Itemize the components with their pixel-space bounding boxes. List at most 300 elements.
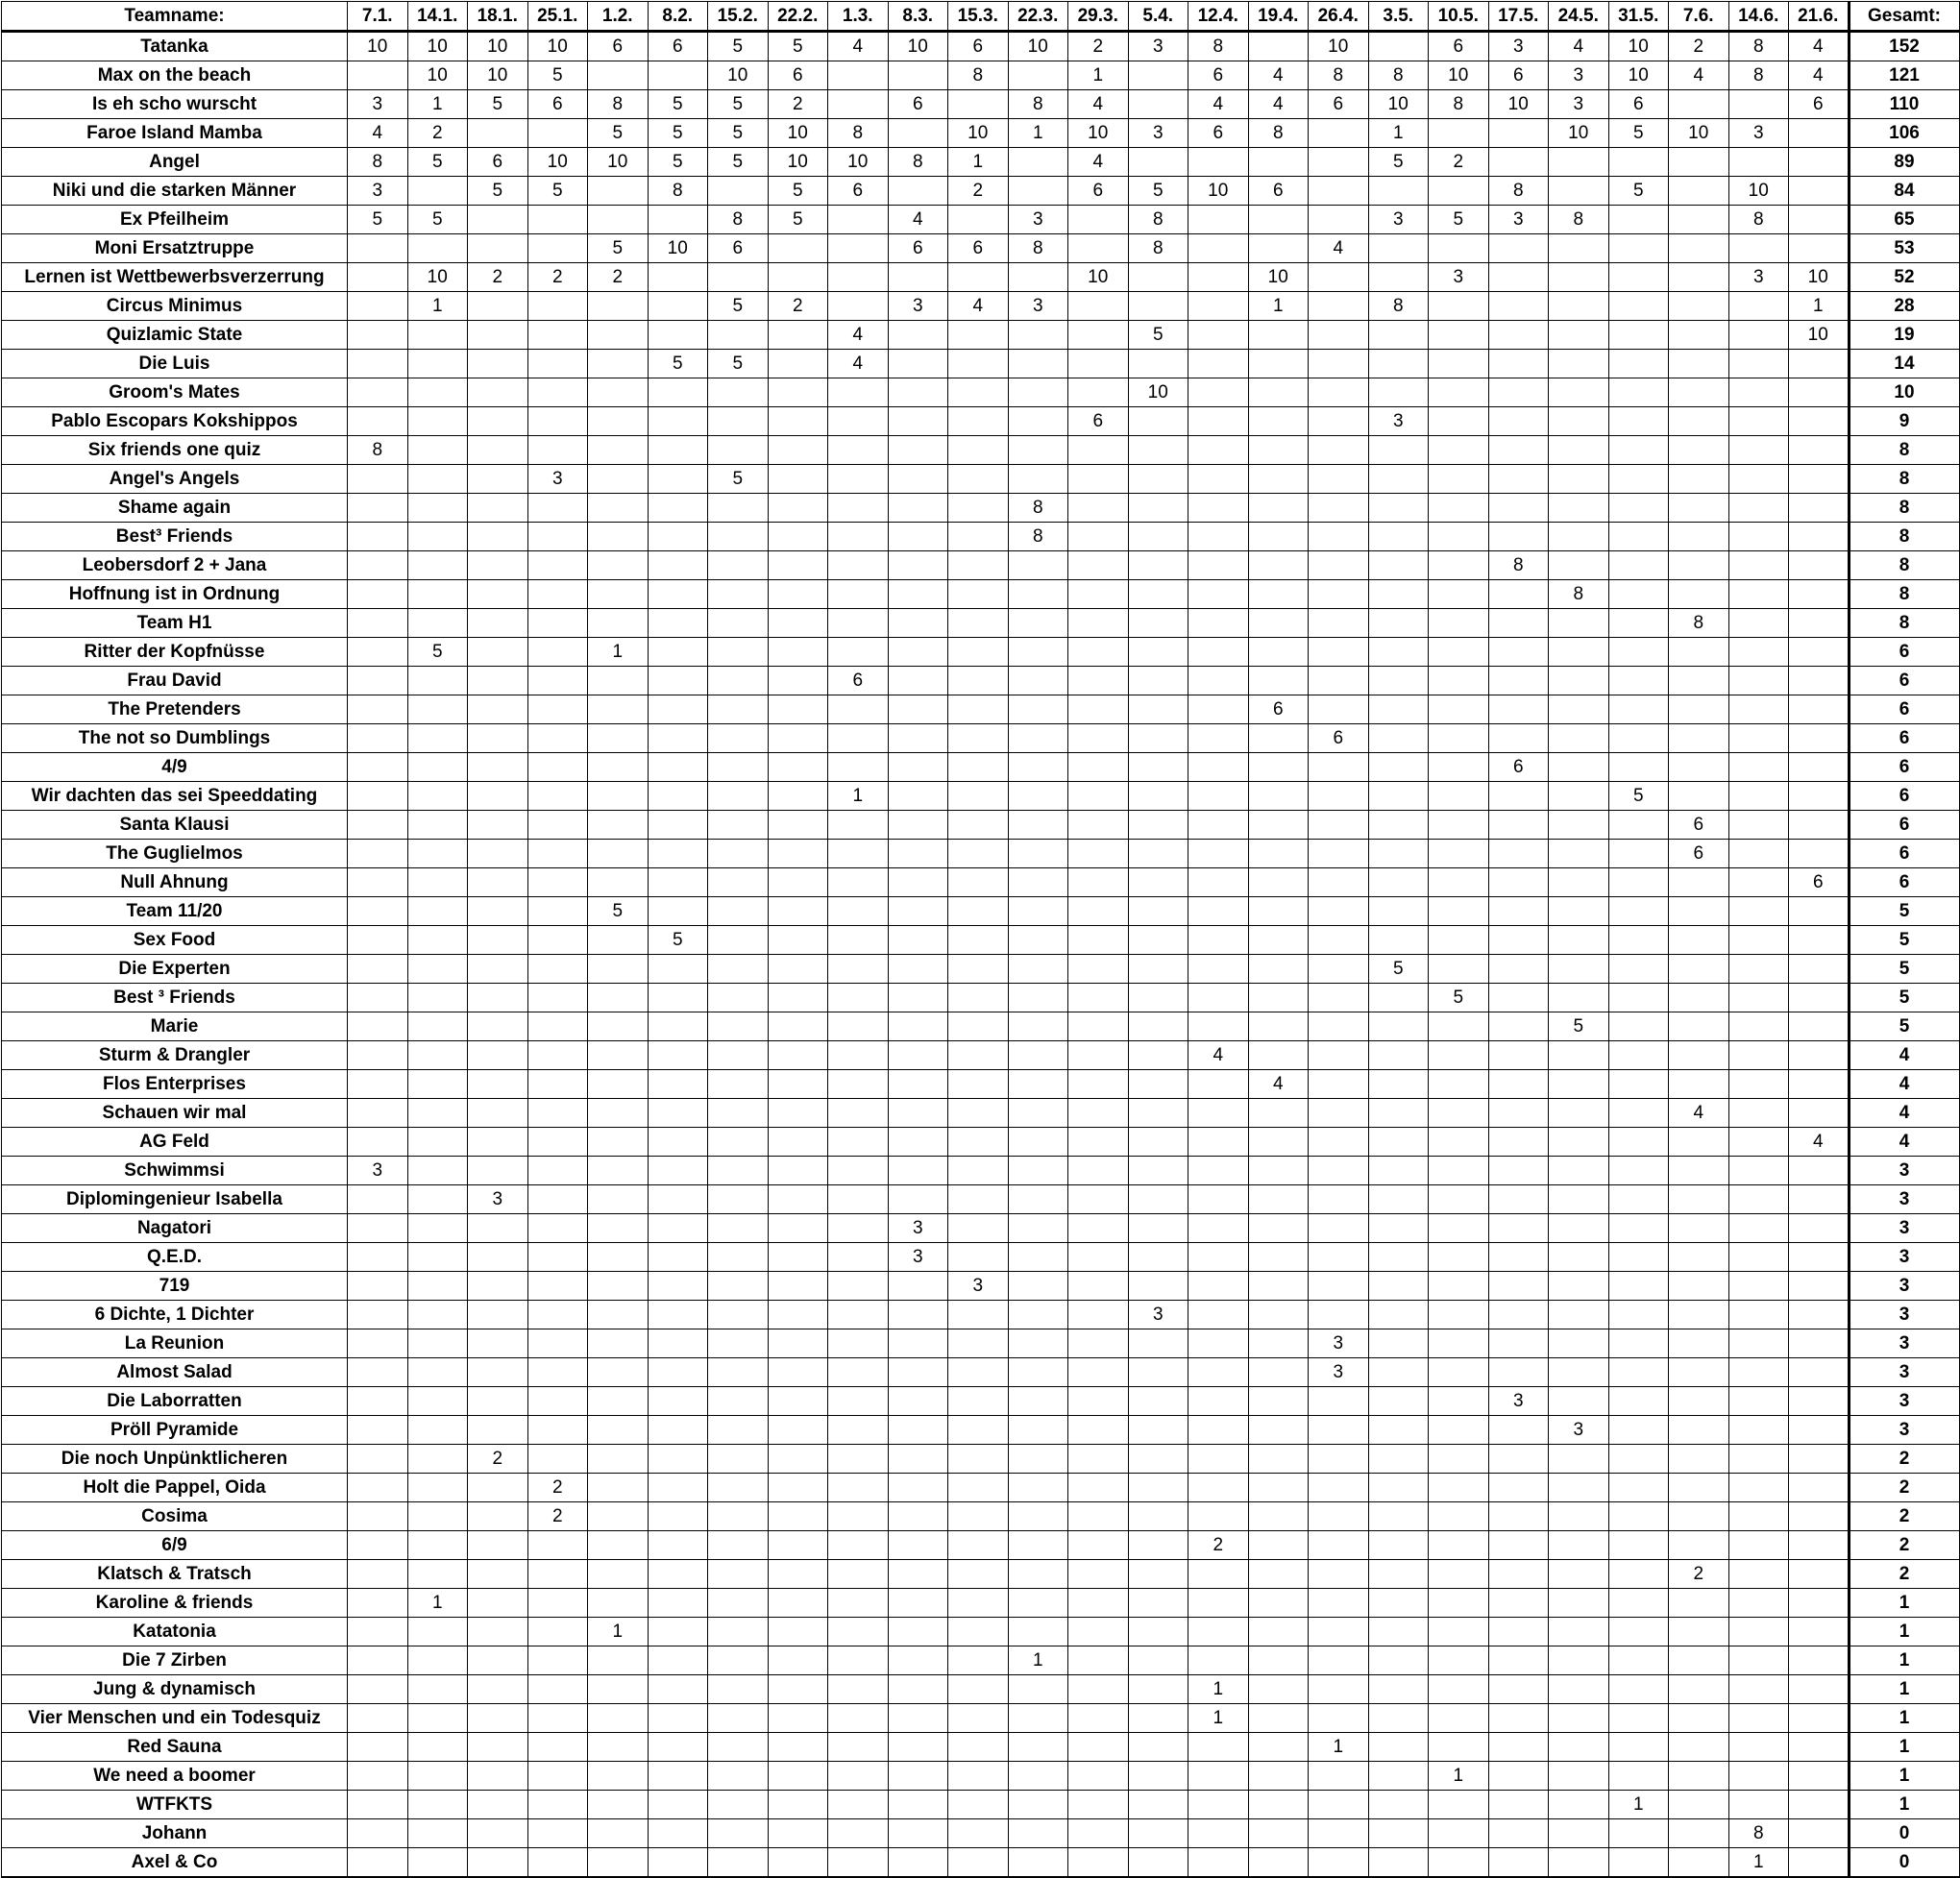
score-cell <box>648 782 708 811</box>
score-cell <box>648 1502 708 1531</box>
score-cell <box>1128 1214 1188 1243</box>
score-cell: 1 <box>1728 1848 1789 1878</box>
score-cell <box>1728 1358 1789 1387</box>
score-cell <box>1309 609 1369 638</box>
score-cell <box>1608 638 1669 667</box>
score-cell <box>768 1416 828 1445</box>
score-cell <box>1008 436 1068 465</box>
score-cell <box>768 1387 828 1416</box>
score-cell <box>1488 1099 1549 1128</box>
table-row <box>2 206 1960 234</box>
score-cell <box>1008 263 1068 292</box>
total-cell: 6 <box>1849 695 1959 724</box>
total-cell: 3 <box>1849 1243 1959 1272</box>
score-cell: 6 <box>948 234 1009 263</box>
score-cell <box>1549 1704 1609 1733</box>
score-cell <box>1549 1445 1609 1474</box>
score-cell: 8 <box>1669 609 1729 638</box>
score-cell <box>1669 1416 1729 1445</box>
score-cell <box>1549 1589 1609 1618</box>
score-cell <box>888 465 948 494</box>
score-cell <box>648 1272 708 1301</box>
score-cell <box>948 1445 1009 1474</box>
score-cell <box>1789 811 1850 840</box>
score-cell <box>1488 1791 1549 1819</box>
team-name-cell: Johann <box>2 1819 348 1848</box>
score-cell: 3 <box>527 465 588 494</box>
score-cell <box>648 1329 708 1358</box>
score-cell <box>1068 1214 1129 1243</box>
score-cell <box>407 494 468 523</box>
score-cell <box>1669 868 1729 897</box>
score-cell <box>1789 724 1850 753</box>
score-cell <box>1008 955 1068 984</box>
team-name-cell: Sex Food <box>2 926 348 955</box>
score-cell <box>1608 1560 1669 1589</box>
score-cell <box>1488 1531 1549 1560</box>
score-cell: 10 <box>527 32 588 61</box>
team-name-cell: 6/9 <box>2 1531 348 1560</box>
team-name-cell: La Reunion <box>2 1329 348 1358</box>
score-cell <box>527 926 588 955</box>
score-cell <box>1549 1214 1609 1243</box>
score-cell <box>1789 1704 1850 1733</box>
score-cell <box>888 1099 948 1128</box>
score-cell <box>1608 868 1669 897</box>
team-name-cell: Schauen wir mal <box>2 1099 348 1128</box>
score-cell <box>1068 523 1129 551</box>
score-cell <box>588 695 649 724</box>
score-cell: 10 <box>1128 378 1188 407</box>
score-cell <box>348 1445 408 1474</box>
score-cell <box>527 1329 588 1358</box>
score-cell <box>1429 811 1489 840</box>
score-cell <box>1368 753 1429 782</box>
score-cell <box>348 1243 408 1272</box>
total-cell: 0 <box>1849 1848 1959 1878</box>
score-cell <box>1128 1531 1188 1560</box>
score-cell: 3 <box>888 1243 948 1272</box>
score-cell <box>1068 1762 1129 1791</box>
score-cell <box>527 1791 588 1819</box>
score-cell <box>1608 1157 1669 1185</box>
score-cell <box>1368 1819 1429 1848</box>
score-cell <box>708 1560 769 1589</box>
score-cell <box>1728 695 1789 724</box>
score-cell: 3 <box>1309 1329 1369 1358</box>
team-name-cell: Six friends one quiz <box>2 436 348 465</box>
score-cell <box>1309 1560 1369 1589</box>
score-cell <box>708 378 769 407</box>
table-row <box>2 1589 1960 1618</box>
score-cell <box>648 1099 708 1128</box>
table-row <box>2 523 1960 551</box>
total-cell: 5 <box>1849 926 1959 955</box>
score-cell <box>1789 206 1850 234</box>
score-cell <box>1008 1762 1068 1791</box>
score-cell: 8 <box>1188 32 1249 61</box>
score-cell <box>1068 580 1129 609</box>
score-cell: 3 <box>1429 263 1489 292</box>
score-cell <box>1549 955 1609 984</box>
score-cell <box>1128 926 1188 955</box>
score-cell: 4 <box>828 321 889 350</box>
score-cell <box>888 1301 948 1329</box>
team-name-cell: Circus Minimus <box>2 292 348 321</box>
score-cell <box>1728 551 1789 580</box>
score-cell <box>527 1070 588 1099</box>
score-cell <box>1188 407 1249 436</box>
score-cell <box>888 177 948 206</box>
score-cell <box>1068 1128 1129 1157</box>
score-cell: 5 <box>1128 321 1188 350</box>
score-cell <box>888 1387 948 1416</box>
score-cell <box>348 638 408 667</box>
table-row <box>2 1012 1960 1041</box>
score-cell: 8 <box>1008 494 1068 523</box>
score-cell <box>1728 724 1789 753</box>
score-cell: 5 <box>708 32 769 61</box>
score-cell <box>1368 1099 1429 1128</box>
score-cell <box>1309 148 1369 177</box>
score-cell <box>948 90 1009 119</box>
table-row <box>2 1502 1960 1531</box>
score-cell <box>348 1848 408 1878</box>
score-cell <box>1368 984 1429 1012</box>
score-cell <box>1789 1243 1850 1272</box>
date-header: 31.5. <box>1608 2 1669 32</box>
score-cell <box>468 609 528 638</box>
score-cell <box>1068 1502 1129 1531</box>
score-cell <box>1789 1012 1850 1041</box>
score-cell <box>1188 580 1249 609</box>
score-cell <box>1608 1099 1669 1128</box>
score-cell <box>1728 667 1789 695</box>
score-cell <box>1188 436 1249 465</box>
score-cell <box>1549 234 1609 263</box>
score-cell <box>828 868 889 897</box>
score-cell <box>1128 1762 1188 1791</box>
score-cell <box>648 1041 708 1070</box>
score-cell <box>468 1070 528 1099</box>
table-row <box>2 350 1960 378</box>
score-cell: 10 <box>1248 263 1309 292</box>
score-cell <box>1789 1646 1850 1675</box>
score-cell: 8 <box>1728 32 1789 61</box>
score-cell <box>648 494 708 523</box>
team-name-cell: Ex Pfeilheim <box>2 206 348 234</box>
score-cell <box>1429 1214 1489 1243</box>
score-cell <box>828 1070 889 1099</box>
score-cell <box>1608 551 1669 580</box>
score-cell <box>527 350 588 378</box>
score-cell <box>348 378 408 407</box>
score-cell: 5 <box>1608 119 1669 148</box>
score-cell <box>1549 1070 1609 1099</box>
score-cell <box>348 1646 408 1675</box>
score-cell: 5 <box>768 32 828 61</box>
score-cell <box>1488 1762 1549 1791</box>
date-header: 22.2. <box>768 2 828 32</box>
score-cell <box>1008 321 1068 350</box>
score-cell <box>768 1185 828 1214</box>
score-cell <box>1429 1733 1489 1762</box>
score-cell <box>828 1329 889 1358</box>
score-cell <box>888 1329 948 1358</box>
score-cell <box>1429 1387 1489 1416</box>
table-row <box>2 1128 1960 1157</box>
score-cell <box>648 465 708 494</box>
score-cell: 6 <box>1608 90 1669 119</box>
score-cell <box>1068 1704 1129 1733</box>
score-cell <box>768 263 828 292</box>
score-cell <box>588 551 649 580</box>
score-cell <box>1368 1070 1429 1099</box>
score-cell <box>768 1733 828 1762</box>
score-cell <box>1669 1041 1729 1070</box>
score-cell <box>1789 1762 1850 1791</box>
score-cell: 6 <box>1188 61 1249 90</box>
score-cell <box>1248 667 1309 695</box>
score-cell <box>1188 1070 1249 1099</box>
score-cell <box>708 1675 769 1704</box>
score-cell <box>1068 782 1129 811</box>
score-cell <box>1608 1589 1669 1618</box>
team-name-cell: Pröll Pyramide <box>2 1416 348 1445</box>
score-cell <box>708 551 769 580</box>
score-cell <box>1549 984 1609 1012</box>
score-cell <box>948 638 1009 667</box>
table-row <box>2 1329 1960 1358</box>
score-cell <box>1248 984 1309 1012</box>
score-cell <box>1068 1272 1129 1301</box>
score-cell <box>1248 1445 1309 1474</box>
score-cell <box>1008 1272 1068 1301</box>
date-header: 1.2. <box>588 2 649 32</box>
score-cell <box>348 926 408 955</box>
table-row <box>2 1272 1960 1301</box>
score-cell <box>1488 321 1549 350</box>
score-cell <box>1789 695 1850 724</box>
score-cell <box>527 667 588 695</box>
score-cell <box>888 1358 948 1387</box>
score-cell: 10 <box>1608 32 1669 61</box>
score-cell <box>1309 119 1369 148</box>
table-body <box>2 32 1960 1878</box>
score-cell: 10 <box>1309 32 1369 61</box>
score-cell <box>1669 926 1729 955</box>
score-cell <box>1608 206 1669 234</box>
score-cell <box>1188 1128 1249 1157</box>
score-cell <box>828 1445 889 1474</box>
score-cell <box>1248 638 1309 667</box>
score-cell <box>1008 148 1068 177</box>
score-cell <box>1669 1646 1729 1675</box>
score-cell <box>648 1387 708 1416</box>
score-cell <box>1008 1791 1068 1819</box>
score-cell <box>1488 782 1549 811</box>
total-cell: 8 <box>1849 494 1959 523</box>
team-name-cell: Best³ Friends <box>2 523 348 551</box>
date-header: 14.1. <box>407 2 468 32</box>
total-cell: 6 <box>1849 667 1959 695</box>
score-cell <box>708 494 769 523</box>
score-cell <box>1429 1012 1489 1041</box>
score-cell <box>948 1531 1009 1560</box>
score-cell <box>1669 292 1729 321</box>
score-cell <box>648 1646 708 1675</box>
score-cell <box>1188 1099 1249 1128</box>
score-cell <box>1488 523 1549 551</box>
table-row <box>2 90 1960 119</box>
score-cell <box>1608 1041 1669 1070</box>
table-row <box>2 1358 1960 1387</box>
score-cell <box>1128 1502 1188 1531</box>
score-cell <box>1188 321 1249 350</box>
score-cell <box>1008 1185 1068 1214</box>
score-cell <box>708 1819 769 1848</box>
score-cell <box>1248 1618 1309 1646</box>
score-cell <box>1429 1358 1489 1387</box>
total-cell: 6 <box>1849 753 1959 782</box>
score-cell <box>948 1185 1009 1214</box>
score-cell <box>1669 724 1729 753</box>
score-cell <box>1669 206 1729 234</box>
score-cell <box>1669 1185 1729 1214</box>
score-cell <box>527 119 588 148</box>
score-cell <box>468 234 528 263</box>
score-cell <box>1008 667 1068 695</box>
score-cell <box>527 753 588 782</box>
score-cell <box>468 551 528 580</box>
score-cell <box>828 1128 889 1157</box>
score-cell <box>1429 1301 1489 1329</box>
score-cell <box>1188 1214 1249 1243</box>
score-cell <box>1488 1445 1549 1474</box>
score-cell <box>1309 1848 1369 1878</box>
score-cell <box>768 494 828 523</box>
table-row <box>2 1762 1960 1791</box>
total-cell: 4 <box>1849 1128 1959 1157</box>
score-cell <box>1549 494 1609 523</box>
score-cell <box>1128 1012 1188 1041</box>
score-cell <box>1368 1646 1429 1675</box>
score-cell <box>1608 1301 1669 1329</box>
table-row <box>2 1618 1960 1646</box>
team-name-cell: Niki und die starken Männer <box>2 177 348 206</box>
score-cell <box>588 1358 649 1387</box>
score-cell <box>1068 926 1129 955</box>
score-cell <box>588 1185 649 1214</box>
score-cell <box>1248 580 1309 609</box>
score-cell <box>1549 695 1609 724</box>
score-cell <box>1248 1387 1309 1416</box>
score-cell <box>1309 1128 1369 1157</box>
score-cell <box>1188 465 1249 494</box>
table-row <box>2 119 1960 148</box>
score-cell <box>888 407 948 436</box>
score-cell <box>768 1128 828 1157</box>
score-cell <box>1488 378 1549 407</box>
table-row <box>2 811 1960 840</box>
score-cell <box>1728 1560 1789 1589</box>
score-cell <box>1368 1675 1429 1704</box>
score-cell <box>1128 407 1188 436</box>
score-cell <box>1429 234 1489 263</box>
score-cell <box>407 523 468 551</box>
score-cell <box>948 1791 1009 1819</box>
score-cell <box>1488 1502 1549 1531</box>
score-cell <box>1669 1128 1729 1157</box>
score-cell <box>828 1646 889 1675</box>
total-cell: 9 <box>1849 407 1959 436</box>
score-cell <box>1429 1589 1489 1618</box>
score-cell <box>1728 1445 1789 1474</box>
score-cell <box>1008 1329 1068 1358</box>
score-cell <box>1608 1358 1669 1387</box>
team-name-cell: Diplomingenieur Isabella <box>2 1185 348 1214</box>
score-cell: 1 <box>828 782 889 811</box>
score-cell <box>527 1185 588 1214</box>
team-header: Teamname: <box>2 2 348 32</box>
score-cell <box>1608 407 1669 436</box>
score-cell: 5 <box>527 177 588 206</box>
score-cell <box>1608 667 1669 695</box>
score-cell <box>1008 1387 1068 1416</box>
date-header: 17.5. <box>1488 2 1549 32</box>
total-cell: 89 <box>1849 148 1959 177</box>
score-cell <box>1128 984 1188 1012</box>
score-cell <box>948 1733 1009 1762</box>
score-cell <box>468 378 528 407</box>
score-cell <box>708 1358 769 1387</box>
score-cell <box>1248 1272 1309 1301</box>
score-cell <box>1728 1589 1789 1618</box>
score-cell <box>527 1157 588 1185</box>
score-cell <box>1248 868 1309 897</box>
score-cell: 1 <box>1008 119 1068 148</box>
score-cell <box>888 984 948 1012</box>
total-header: Gesamt: <box>1849 2 1959 32</box>
score-cell <box>407 234 468 263</box>
score-cell <box>527 1646 588 1675</box>
score-cell <box>1309 638 1369 667</box>
score-cell: 8 <box>1128 206 1188 234</box>
score-cell <box>768 1819 828 1848</box>
score-cell <box>1128 1272 1188 1301</box>
score-cell <box>1309 206 1369 234</box>
score-cell: 10 <box>527 148 588 177</box>
score-cell <box>1128 1358 1188 1387</box>
score-cell <box>768 551 828 580</box>
score-cell <box>768 1041 828 1070</box>
score-cell <box>768 667 828 695</box>
score-cell: 3 <box>348 1157 408 1185</box>
score-cell: 8 <box>1309 61 1369 90</box>
score-cell <box>948 206 1009 234</box>
score-cell <box>407 378 468 407</box>
score-cell <box>1068 378 1129 407</box>
score-cell: 1 <box>1368 119 1429 148</box>
score-cell <box>1549 1301 1609 1329</box>
score-cell <box>1368 580 1429 609</box>
score-cell <box>348 1272 408 1301</box>
score-cell <box>1669 523 1729 551</box>
score-cell <box>1429 436 1489 465</box>
total-cell: 2 <box>1849 1474 1959 1502</box>
team-name-cell: AG Feld <box>2 1128 348 1157</box>
date-header: 8.3. <box>888 2 948 32</box>
